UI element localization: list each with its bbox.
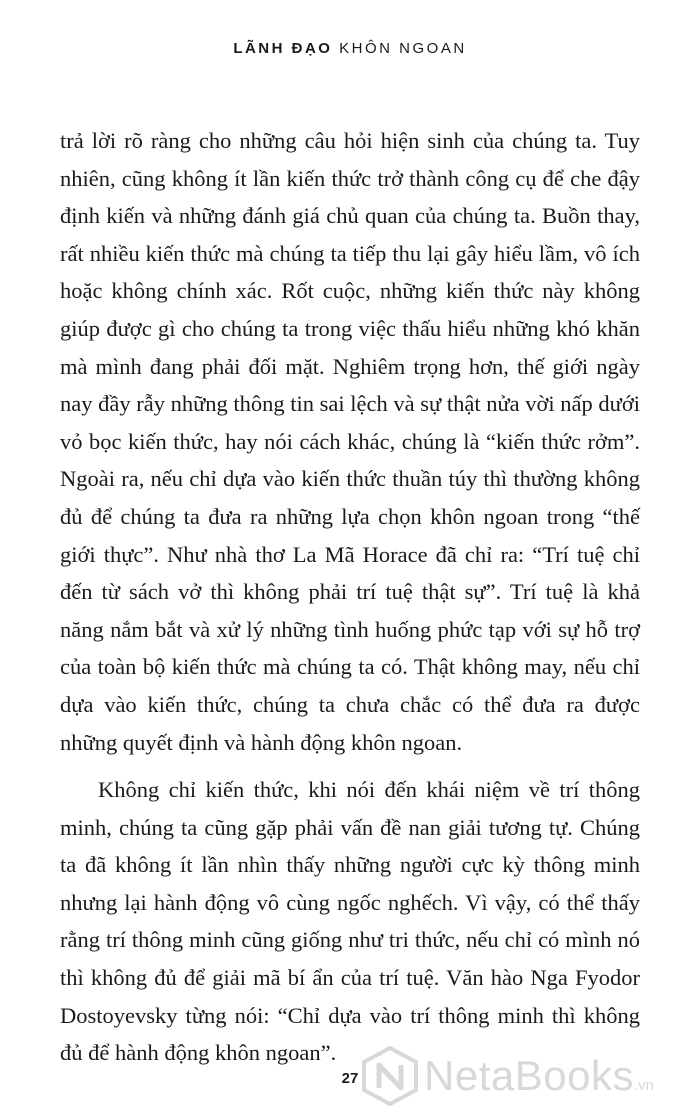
paragraph-1: trả lời rõ ràng cho những câu hỏi hiện sinh của chúng ta. Tuy nhiên, cũng không ít lần kiến thức trở thành công cụ để che đậy định kiến và những đánh giá chủ quan của chúng ta. Buồn thay, rất nhiều kiến thức mà chúng ta tiếp thu lại gây hiểu lầm, vô ích hoặc không chính xác. Rốt cuộc, những kiến thức này không giúp được gì cho chúng ta trong việc thấu hiểu những khó khăn mà mình đang phải đối mặt. Nghiêm trọng hơn, thế giới ngày nay đầy rẫy những thông tin sai lệch và sự thật nửa vời nấp dưới vỏ bọc kiến thức, hay nói cách khác, chúng là “kiến thức rởm”. Ngoài ra, nếu chỉ dựa vào kiến thức thuần túy thì thường không đủ để chúng ta đưa ra những lựa chọn khôn ngoan trong “thế giới thực”. Như nhà thơ La Mã Horace đã chỉ ra: “Trí tuệ chỉ đến từ sách vở thì không phải trí tuệ thật sự”. Trí tuệ là khả năng nắm bắt và xử lý những tình huống phức tạp với sự hỗ trợ của toàn bộ kiến thức mà chúng ta có. Thật không may, nếu chỉ dựa vào kiến thức, chúng ta chưa chắc có thể đưa ra được những quyết định và hành động khôn ngoan. xyxy=(60,128,640,755)
header-title-bold: LÃNH ĐẠO xyxy=(233,40,333,57)
page-number: 27 xyxy=(341,1070,359,1087)
watermark xyxy=(362,1046,654,1106)
netabooks-logo-icon xyxy=(362,1046,418,1106)
header-title-rest: KHÔN NGOAN xyxy=(339,40,467,57)
page-body xyxy=(60,122,640,1072)
watermark-suffix: .vn xyxy=(633,1076,654,1094)
watermark-text: NetaBooks xyxy=(424,1052,634,1099)
running-header xyxy=(0,40,700,57)
paragraph-2: Không chỉ kiến thức, khi nói đến khái niệm về trí thông minh, chúng ta cũng gặp phải vấn đề nan giải tương tự. Chúng ta đã không ít lần nhìn thấy những người cực kỳ thông minh nhưng lại hành động vô cùng ngốc nghếch. Vì vậy, có thể thấy rằng trí thông minh cũng giống như tri thức, nếu chỉ có mình nó thì không đủ để giải mã bí ẩn của trí tuệ. Văn hào Nga Fyodor Dostoyevsky từng nói: “Chỉ dựa vào trí thông minh thì không đủ để hành động khôn ngoan”. xyxy=(60,777,640,1066)
